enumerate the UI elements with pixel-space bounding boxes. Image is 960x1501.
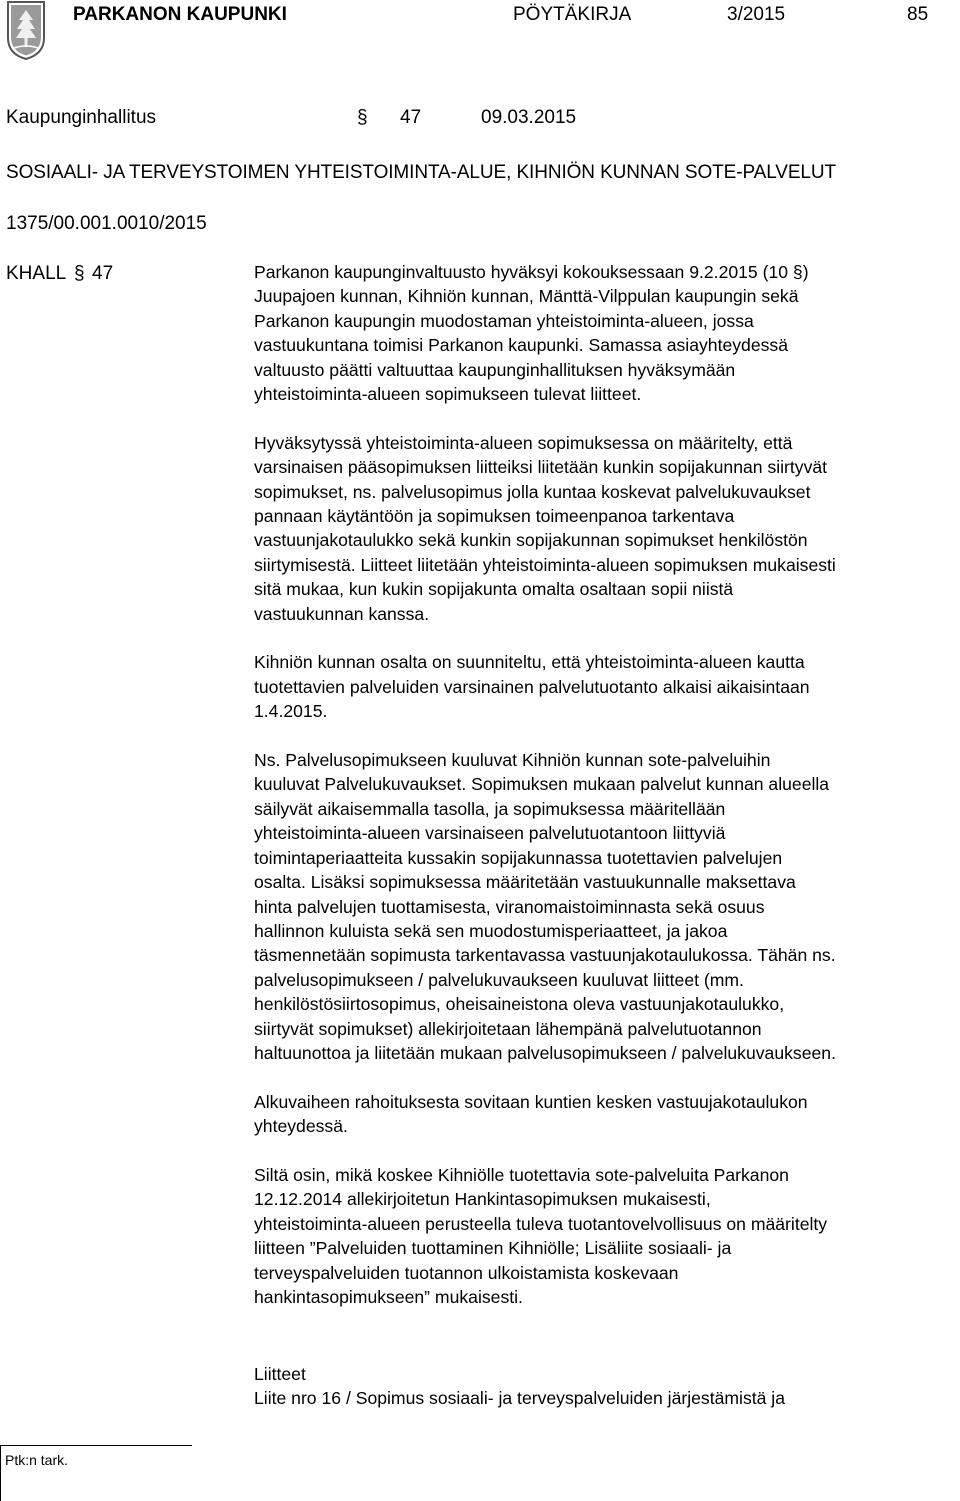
paragraph-line: yhteistoiminta-alueen sopimukseen tulevat liitteet. [254,384,642,405]
paragraph-line: hankintasopimukseen” mukaisesti. [254,1286,523,1307]
meeting-date: 09.03.2015 [481,107,577,128]
record-id: 1375/00.001.0010/2015 [6,213,207,234]
attachments-heading: Liitteet [254,1364,306,1384]
paragraph-line: henkilöstösiirtosopimus, oheisaineistona oleva vastuunjakotaulukko, [254,994,785,1015]
paragraph [254,1163,956,1309]
paragraph-line: Hyväksytyssä yhteistoiminta-alueen sopimuksessa on määritelty, että [254,432,793,453]
paragraph [254,650,956,723]
paragraph [254,260,956,406]
paragraph-line: siirtymisestä. Liitteet liitetään yhteistoiminta-alueen sopimuksen mukaisesti [254,554,836,575]
khall-symbol: § [74,263,85,284]
khall-number: 47 [92,263,114,284]
paragraph-line: vastuukunnan kanssa. [254,603,430,624]
footer-box-edge [0,1445,1,1501]
paragraph-line: kuuluvat Palvelukuvaukset. Sopimuksen mukaan palvelut kunnan alueella [254,774,830,795]
attachments [254,1362,785,1411]
paragraph-line: pannaan käytäntöön ja sopimuksen toimeenpanoa tarkentava [254,506,735,527]
paragraph-line: yhteistoiminta-alueen varsinaiseen palvelutuotantoon liittyviä [254,823,726,844]
paragraph-line: sopimukset, ns. palvelusopimus jolla kuntaa koskevat palvelukuvaukset [254,481,811,502]
paragraph-line: liitteen ”Palveluiden tuottaminen Kihniölle; Lisäliite sosiaali- ja [254,1238,732,1259]
section-symbol: § [357,107,368,128]
section-number: 47 [400,107,422,128]
paragraph-line: osalta. Lisäksi sopimuksessa määritetään vastuukunnalle maksettava [254,872,796,893]
khall-label: KHALL [6,263,67,284]
paragraph-line: säilyvät aikaisemmalla tasolla, ja sopimuksessa määritellään [254,798,726,819]
paragraph-line: vastuukuntana toimisi Parkanon kaupunki. Samassa asiayhteydessä [254,335,788,356]
paragraph-line: Parkanon kaupungin muodostaman yhteistoiminta-alueen, jossa [254,310,754,331]
paragraph [254,748,956,1065]
paragraph-line: siirtyvät sopimukset) allekirjoitetaan lähempänä palvelutuotannon [254,1018,762,1039]
paragraph-line: Juupajoen kunnan, Kihniön kunnan, Mänttä-Vilppulan kaupungin sekä [254,286,799,307]
paragraph-line: Alkuvaiheen rahoituksesta sovitaan kuntien kesken vastuujakotaulukon [254,1091,808,1112]
page-number: 85 [907,4,929,25]
paragraph-line: Kihniön kunnan osalta on suunniteltu, että yhteistoiminta-alueen kautta [254,652,805,673]
coat-of-arms-icon [6,0,46,60]
paragraph-line: Siltä osin, mikä koskee Kihniölle tuotettavia sote-palveluita Parkanon [254,1164,789,1185]
paragraph-line: 12.12.2014 allekirjoitetun Hankintasopimuksen mukaisesti, [254,1189,711,1210]
paragraph-line: Ns. Palvelusopimukseen kuuluvat Kihniön kunnan sote-palveluihin [254,750,771,771]
paragraph-line: täsmennetään sopimusta tarkentavassa vastuunjakotaulukossa. Tähän ns. [254,945,836,966]
paragraph-line: hinta palvelujen tuottamisesta, viranomaistoiminnasta sekä osuus [254,896,765,917]
footer-initials-label: Ptk:n tark. [5,1452,69,1468]
paragraph [254,431,956,626]
paragraph-line: haltuunottoa ja liitetään mukaan palvelusopimukseen / palvelukuvaukseen. [254,1042,836,1063]
paragraph-line: valtuusto päätti valtuuttaa kaupunginhallituksen hyväksymään [254,359,736,380]
subject-title: SOSIAALI- JA TERVEYSTOIMEN YHTEISTOIMINTA-ALUE, KIHNIÖN KUNNAN SOTE-PALVELUT [6,162,836,183]
footer-rule [0,1445,192,1446]
paragraph-line: yhteydessä. [254,1116,348,1137]
paragraph [254,1090,956,1139]
paragraph-line: yhteistoiminta-alueen perusteella tuleva tuotantovelvollisuus on määritelty [254,1213,828,1234]
paragraph-line: vastuunjakotaulukko sekä kunkin sopijakunnan sopimukset henkilöstön [254,530,808,551]
paragraph-line: varsinaisen pääsopimuksen liitteiksi liitetään kunkin sopijakunnan siirtyvät [254,457,828,478]
minutes-body [254,260,956,1309]
paragraph-line: toimintaperiaatteita kussakin sopijakunnassa tuotettavien palvelujen [254,847,783,868]
paragraph-line: sitä mukaa, kun kukin sopijakunta omalta osaltaan sopii niistä [254,579,734,600]
doc-number: 3/2015 [727,4,786,25]
paragraph-line: hallinnon kuluista sekä sen muodostumisperiaatteet, ja jakoa [254,920,728,941]
paragraph-line: tuotettavien palveluiden varsinainen palvelutuotanto alkaisi aikaisintaan [254,676,810,697]
doc-type: PÖYTÄKIRJA [513,4,632,25]
attachment-item: Liite nro 16 / Sopimus sosiaali- ja terveyspalveluiden järjestämistä ja [254,1388,785,1409]
paragraph-line: palvelusopimukseen / palvelukuvaukseen kuuluvat liitteet (mm. [254,969,744,990]
paragraph-line: terveyspalveluiden tuotannon ulkoistamista koskevaan [254,1262,679,1283]
meeting-body: Kaupunginhallitus [6,107,157,128]
org-name: PARKANON KAUPUNKI [73,4,287,25]
paragraph-line: Parkanon kaupunginvaltuusto hyväksyi kokouksessaan 9.2.2015 (10 §) [254,262,809,282]
paragraph-line: 1.4.2015. [254,701,328,722]
